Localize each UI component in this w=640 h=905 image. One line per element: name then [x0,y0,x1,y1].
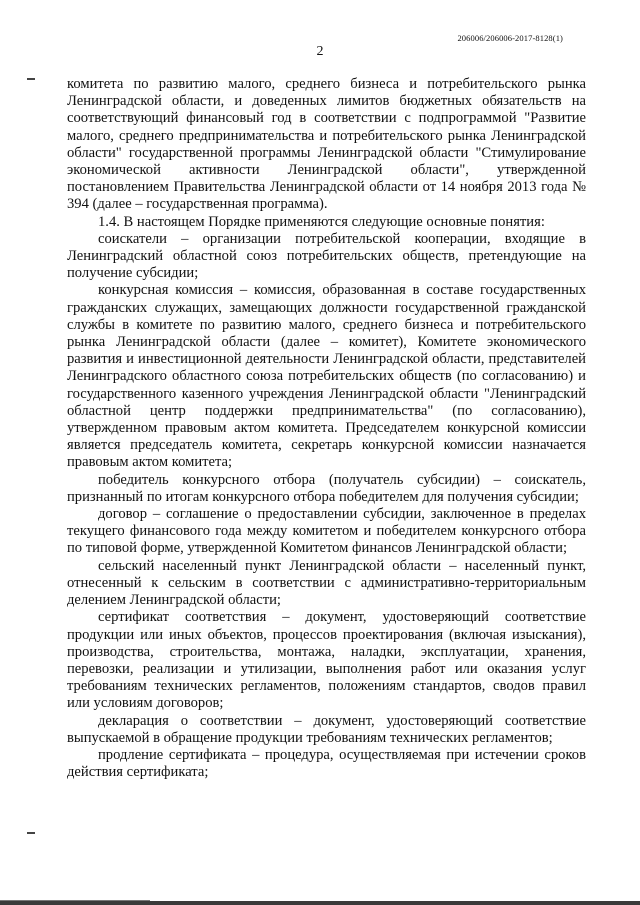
paragraph-certificate: сертификат соответствия – документ, удостоверяющий соответствие продукции или иных объектов, процессов проектирования (включая изыскания), производства, строительства, монтажа, наладки, эксплуатации, хранения, перевозки, реализации и утилизации, выполнения работ или оказания услуг требованиям технических регламентов, положениям стандартов, сводов правил или условиям договоров; [67,609,586,712]
paragraph-section-1-4: 1.4. В настоящем Порядке применяются следующие основные понятия: [98,213,545,230]
document-number: 206006/206006-2017-8128(1) [457,33,563,43]
scan-bottom-edge [0,901,640,905]
page-number: 2 [316,44,324,59]
paragraph-certificate-extension: продление сертификата – процедура, осуществляемая при истечении сроков действия сертификата; [67,746,586,781]
document-body [67,76,586,781]
paragraph-winner: победитель конкурсного отбора (получатель субсидии) – соискатель, признанный по итогам конкурсного отбора победителем для получения субсидии; [67,471,586,505]
paragraph-declaration: декларация о соответствии – документ, удостоверяющий соответствие выпускаемой в обращение продукции требованиям технических регламентов; [67,712,586,746]
paragraph-rural-settlement: сельский населенный пункт Ленинградской области – населенный пункт, отнесенный к сельским в соответствии с административно-территориальным делением Ленинградской области; [67,557,586,609]
paragraph-competition-commission: конкурсная комиссия – комиссия, образованная в составе государственных гражданских служащих, замещающих должности государственной гражданской службы в комитете по развитию малого, среднего бизнеса и потребительского рынка Ленинградской области (далее – комитет), Комитете экономического развития и инвестиционной деятельности Ленинградской области, представителей Ленинградского областного союза потребительских обществ (по согласованию) и государственного казенного учреждения Ленинградской области "Ленинградский областной центр поддержки предпринимательства" (по согласованию), утвержденном правовым актом комитета. Председателем конкурсной комиссии является председатель комитета, секретарь конкурсной комиссии назначается правовым актом комитета; [67,282,586,471]
scan-margin-mark [27,78,35,80]
paragraph-continuation: комитета по развитию малого, среднего бизнеса и потребительского рынка Ленинградской области, и доведенных лимитов бюджетных обязательств на соответствующий финансовый год в соответствии с подпрограммой "Развитие малого, среднего предпринимательства и потребительского рынка Ленинградской области" государственной программы Ленинградской области "Стимулирование экономической активности Ленинградской области", утвержденной постановлением Правительства Ленинградской области от 14 ноября 2013 года № 394 (далее – государственная программа). [67,76,586,213]
paragraph-applicants: соискатели – организации потребительской кооперации, входящие в Ленинградский областной союз потребительских обществ, претендующие на получение субсидии; [67,230,586,282]
scan-margin-mark [27,832,35,834]
paragraph-agreement: договор – соглашение о предоставлении субсидии, заключенное в пределах текущего финансового года между комитетом и победителем конкурсного отбора по типовой форме, утвержденной Комитетом финансов Ленинградской области; [67,506,586,557]
